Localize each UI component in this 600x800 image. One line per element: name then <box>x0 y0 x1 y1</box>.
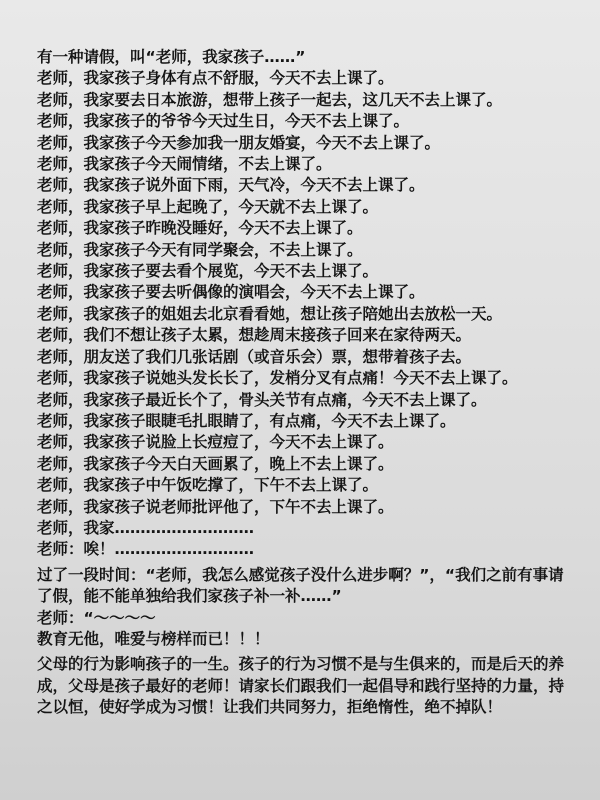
excuse-line: 老师，我家孩子眼睫毛扎眼睛了，有点痛，今天不去上课了。 <box>37 411 456 430</box>
excuse-line: 老师，我家孩子的爷爷今天过生日，今天不去上课了。 <box>37 112 410 131</box>
excuse-line: 老师，我家孩子要去看个展览，今天不去上课了。 <box>37 262 379 281</box>
intro-line: 有一种请假，叫“老师，我家孩子……” <box>37 48 306 66</box>
excuse-line: 老师，我家孩子今天参加我一朋友婚宴，今天不去上课了。 <box>37 133 441 152</box>
excuse-line: 老师，我家……………………… <box>37 518 255 537</box>
excuse-line: 老师，我家孩子说老师批评他了，下午不去上课了。 <box>37 497 394 516</box>
excuse-line: 老师，我家孩子早上起晚了，今天就不去上课了。 <box>37 197 379 216</box>
excuse-line: 老师：唉！……………………… <box>37 540 255 559</box>
excuse-line: 老师，我家孩子说她头发长长了，发梢分叉有点痛！今天不去上课了。 <box>37 369 518 388</box>
excuse-line: 老师，我家孩子说外面下雨，天气冷，今天不去上课了。 <box>37 176 425 195</box>
excuse-line: 老师，我家孩子中午饭吃撑了，下午不去上课了。 <box>37 476 379 495</box>
excuse-line: 老师，我家孩子昨晚没睡好，今天不去上课了。 <box>37 219 363 238</box>
excuse-line: 老师，我家孩子最近长个了，骨头关节有点痛，今天不去上课了。 <box>37 390 487 409</box>
later-paragraph: 过了一段时间：“老师，我怎么感觉孩子没什么进步啊？”，“我们之前有事请了假，能不能单独给我们家孩子补一补……” <box>37 565 564 606</box>
excuse-line: 老师，我家孩子今天有同学聚会，不去上课了。 <box>37 240 363 259</box>
excuse-line: 老师，我家孩子今天白天画累了，晚上不去上课了。 <box>37 454 394 473</box>
excuse-line: 老师，我家孩子今天闹情绪，不去上课了。 <box>37 155 332 174</box>
excuse-list <box>37 68 575 560</box>
excuse-line: 老师，我家孩子身体有点不舒服，今天不去上课了。 <box>37 69 394 88</box>
excuse-line: 老师，我家孩子的姐姐去北京看看她，想让孩子陪她出去放松一天。 <box>37 304 503 323</box>
teacher-reply-line: 老师：“～～～～ <box>37 608 156 627</box>
closing-paragraph: 父母的行为影响孩子的一生。孩子的行为习惯不是与生俱来的，而是后天的养成，父母是孩子最好的老师！请家长们跟我们一起倡导和践行坚持的力量，持之以恒，使好学成为习惯！让我们共同努力，拒绝惰性，绝不掉队！ <box>37 655 565 717</box>
excuse-line: 老师，我们不想让孩子太累，想趁周末接孩子回来在家待两天。 <box>37 326 472 345</box>
excuse-line: 老师，我家孩子说脸上长痘痘了，今天不去上课了。 <box>37 433 394 452</box>
excuse-line: 老师，我家要去日本旅游，想带上孩子一起去，这几天不去上课了。 <box>37 90 503 109</box>
slogan-line: 教育无他，唯爱与榜样而已！！！ <box>37 629 270 648</box>
excuse-line: 老师，我家孩子要去听偶像的演唱会，今天不去上课了。 <box>37 283 425 302</box>
excuse-line: 老师，朋友送了我们几张话剧（或音乐会）票，想带着孩子去。 <box>37 347 472 366</box>
